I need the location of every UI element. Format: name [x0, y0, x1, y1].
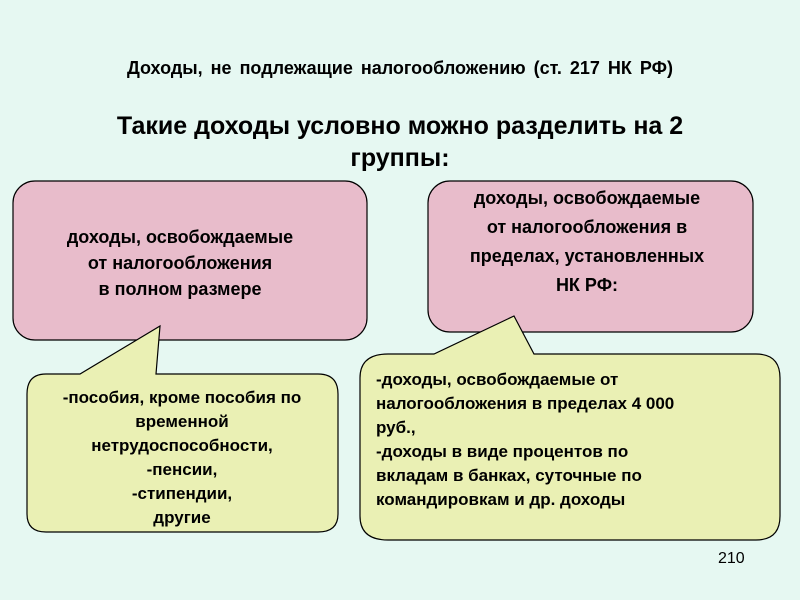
callout-line: -доходы в виде процентов по — [376, 442, 629, 461]
box-line: НК РФ: — [555, 275, 619, 295]
box-line: в полном размере — [98, 279, 262, 299]
box-line: от налогообложения в — [486, 217, 688, 237]
box-line: от налогообложения — [87, 253, 273, 273]
slide-title: Доходы, не подлежащие налогообложению (ст. 217 НК РФ) — [126, 58, 674, 78]
right-yellow-callout-text — [376, 368, 766, 512]
subtitle-line: Такие доходы условно можно разделить на 2 — [116, 112, 684, 140]
callout-line: временной — [135, 412, 229, 431]
callout-line: налогообложения в пределах 4 000 — [376, 394, 675, 413]
left-yellow-callout-text — [32, 386, 332, 530]
callout-line: -стипендии, — [131, 484, 233, 503]
callout-line: -пособия, кроме пособия по — [62, 388, 302, 407]
callout-line: командировкам и др. доходы — [376, 490, 626, 509]
box-line: доходы, освобождаемые — [473, 188, 701, 208]
subtitle-line: группы: — [350, 144, 450, 172]
page-number: 210 — [718, 550, 745, 567]
callout-line: -доходы, освобождаемые от — [376, 370, 619, 389]
callout-line: нетрудоспособности, — [91, 436, 273, 455]
right-pink-box-text — [432, 184, 742, 300]
callout-line: другие — [153, 508, 211, 527]
callout-line: вкладам в банках, суточные по — [376, 466, 642, 485]
callout-line: руб., — [376, 418, 416, 437]
left-pink-box-text — [20, 224, 340, 302]
box-line: доходы, освобождаемые — [66, 227, 294, 247]
callout-line: -пенсии, — [146, 460, 218, 479]
box-line: пределах, установленных — [469, 246, 705, 266]
